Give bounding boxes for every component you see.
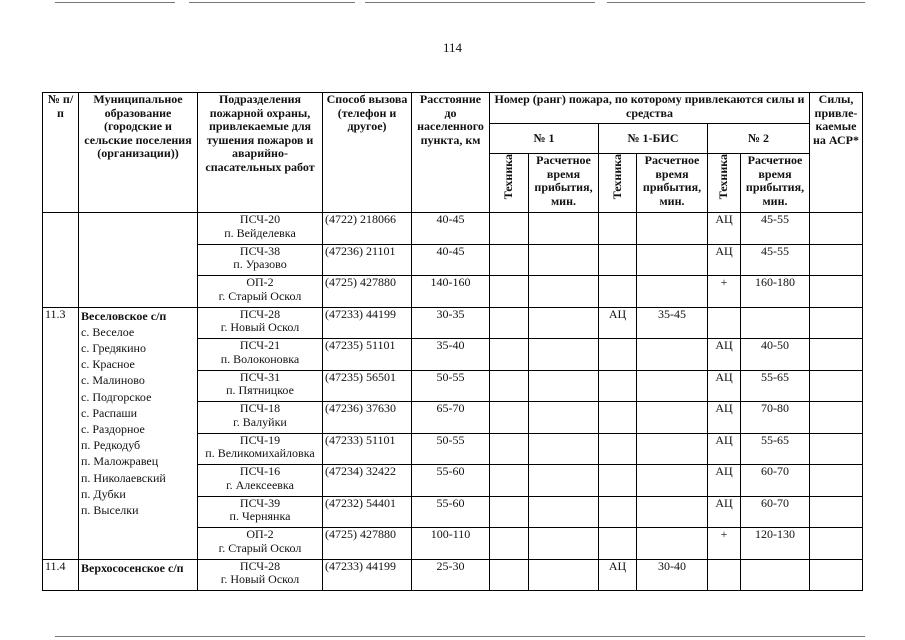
settlement-item: п. Николаевский [81,470,166,485]
header-rank-1bis: № 1-БИС [599,124,708,154]
phone-cell: (4725) 427880 [323,528,412,560]
tech-1-cell [490,559,529,591]
distance-cell: 30-35 [412,307,490,339]
unit-cell [198,244,323,276]
asr-cell [810,370,863,402]
settlement-item: с. Малиново [81,373,145,388]
unit-name: ПСЧ-21 [239,338,281,352]
unit-location: г. Новый Оскол [220,572,300,586]
municipality-name: Веселовское с/п [81,308,167,323]
time-2-cell: 160-180 [741,276,810,308]
header-tech-1bis: Техника [599,154,637,213]
header-fire-rank: Номер (ранг) пожара, по которому привлекаются силы и средства [490,93,810,124]
tech-2-cell: АЦ [708,433,741,465]
asr-cell [810,339,863,371]
asr-cell [810,402,863,434]
phone-cell: (4725) 427880 [323,276,412,308]
phone-cell: (47235) 56501 [323,370,412,402]
unit-location: г. Старый Оскол [218,288,302,303]
distance-cell: 50-55 [412,433,490,465]
header-tech-2: Техника [708,154,741,213]
time-1bis-cell: 30-40 [637,559,708,591]
tech-1-cell [490,339,529,371]
unit-cell [198,402,323,434]
unit-name: ПСЧ-18 [239,401,281,415]
settlement-item: с. Веселое [81,324,135,339]
asr-cell [810,496,863,528]
time-1-cell [529,402,599,434]
tech-1-cell [490,213,529,245]
unit-cell [198,213,323,245]
unit-cell [198,370,323,402]
table-row [43,213,863,245]
time-1-cell [529,213,599,245]
tech-1bis-cell [599,528,637,560]
unit-location: г. Новый Оскол [220,320,300,334]
unit-name: ПСЧ-31 [239,370,281,384]
unit-cell [198,307,323,339]
time-1-cell [529,496,599,528]
distance-cell: 25-30 [412,559,490,591]
tech-1bis-cell [599,213,637,245]
time-2-cell: 40-50 [741,339,810,371]
time-1-cell [529,307,599,339]
asr-cell [810,244,863,276]
time-2-cell [741,307,810,339]
settlement-item: п. Дубки [81,486,126,501]
time-1-cell [529,528,599,560]
settlement-item: с. Раздорное [81,421,145,436]
time-1-cell [529,559,599,591]
tech-2-cell: + [708,276,741,308]
unit-name: ПСЧ-20 [239,212,281,226]
unit-cell [198,528,323,560]
tech-1bis-cell [599,496,637,528]
asr-cell [810,276,863,308]
unit-name: ПСЧ-39 [239,496,281,510]
header-distance: Расстояние до населенного пункта, км [412,93,490,213]
time-2-cell: 55-65 [741,433,810,465]
time-1bis-cell [637,433,708,465]
unit-location: г. Валуйки [233,414,287,429]
header-call-method: Способ вызова (телефон и другое) [323,93,412,213]
header-rank-1: № 1 [490,124,599,154]
tech-1bis-cell [599,276,637,308]
asr-cell [810,213,863,245]
tech-1bis-cell [599,433,637,465]
tech-2-cell [708,307,741,339]
header-tech-1: Техника [490,154,529,213]
distance-cell: 140-160 [412,276,490,308]
time-1bis-cell [637,244,708,276]
unit-cell [198,559,323,591]
phone-cell: (47234) 32422 [323,465,412,497]
unit-cell [198,339,323,371]
settlement-item: с. Подгорское [81,389,152,404]
header-asr: Силы, привле-каемые на АСР* [810,93,863,213]
settlement-item: с. Гредякино [81,340,146,355]
phone-cell: (47236) 21101 [323,244,412,276]
unit-name: ОП-2 [246,275,274,289]
header-units: Подразделения пожарной охраны, привлекаемые для тушения пожаров и аварийно-спасательных работ [198,93,323,213]
asr-cell [810,528,863,560]
section-number: 11.4 [43,559,79,591]
table-row [43,559,863,591]
section-number [43,213,79,308]
tech-1-cell [490,496,529,528]
unit-location: п. Пятницкое [226,383,294,397]
top-rule [55,2,865,3]
tech-1-cell [490,370,529,402]
distance-cell: 50-55 [412,370,490,402]
time-1-cell [529,370,599,402]
phone-cell: (47236) 37630 [323,402,412,434]
tech-1-cell [490,465,529,497]
section-number: 11.3 [43,307,79,559]
time-2-cell: 45-55 [741,213,810,245]
unit-cell [198,433,323,465]
tech-2-cell: АЦ [708,402,741,434]
time-1-cell [529,465,599,497]
distance-cell: 65-70 [412,402,490,434]
tech-1bis-cell: АЦ [599,307,637,339]
time-2-cell: 55-65 [741,370,810,402]
tech-2-cell: АЦ [708,465,741,497]
time-1bis-cell [637,370,708,402]
tech-1bis-cell [599,244,637,276]
tech-1-cell [490,433,529,465]
tech-1-cell [490,307,529,339]
unit-cell [198,465,323,497]
municipality-cell [79,213,198,308]
municipality-name: Верхососенское с/п [81,560,184,575]
distance-cell: 55-60 [412,496,490,528]
tech-2-cell: АЦ [708,339,741,371]
asr-cell [810,465,863,497]
phone-cell: (47233) 44199 [323,307,412,339]
time-2-cell [741,559,810,591]
time-2-cell: 120-130 [741,528,810,560]
time-1bis-cell [637,496,708,528]
unit-name: ОП-2 [246,527,274,541]
time-1bis-cell [637,465,708,497]
unit-name: ПСЧ-19 [239,433,281,447]
municipality-cell [79,559,198,591]
distance-cell: 40-45 [412,213,490,245]
distance-cell: 40-45 [412,244,490,276]
tech-1bis-cell [599,402,637,434]
tech-1bis-cell [599,339,637,371]
time-2-cell: 70-80 [741,402,810,434]
unit-name: ПСЧ-38 [239,244,281,258]
asr-cell [810,433,863,465]
header-time-1bis: Расчетное время прибытия, мин. [637,154,708,213]
tech-2-cell: АЦ [708,370,741,402]
settlement-item: с. Красное [81,357,135,372]
header-time-2: Расчетное время прибытия, мин. [741,154,810,213]
tech-2-cell: АЦ [708,496,741,528]
time-2-cell: 60-70 [741,465,810,497]
unit-cell [198,496,323,528]
tech-1-cell [490,244,529,276]
fire-forces-table [42,92,863,591]
tech-1-cell [490,402,529,434]
table-row [43,307,863,339]
phone-cell: (4722) 218066 [323,213,412,245]
unit-name: ПСЧ-28 [239,307,281,321]
phone-cell: (47233) 51101 [323,433,412,465]
tech-1bis-cell [599,465,637,497]
distance-cell: 35-40 [412,339,490,371]
header-num: № п/п [43,93,79,213]
unit-location: п. Вейделевка [224,225,296,240]
unit-location: п. Уразово [233,257,287,271]
bottom-rule [55,636,865,637]
time-1bis-cell [637,276,708,308]
asr-cell [810,307,863,339]
unit-location: п. Великомихайловка [205,446,315,460]
header-municipality: Муниципальное образование (городские и сельские поселения (организации)) [79,93,198,213]
municipality-cell [79,307,198,559]
asr-cell [810,559,863,591]
tech-1bis-cell [599,370,637,402]
header-time-1: Расчетное время прибытия, мин. [529,154,599,213]
header-rank-2: № 2 [708,124,810,154]
distance-cell: 55-60 [412,465,490,497]
time-2-cell: 45-55 [741,244,810,276]
unit-name: ПСЧ-16 [239,464,281,478]
page-number: 114 [442,40,463,55]
tech-1-cell [490,276,529,308]
time-1-cell [529,433,599,465]
unit-location: г. Алексеевка [226,477,294,492]
unit-location: г. Старый Оскол [218,540,302,555]
unit-location: п. Чернянка [229,509,291,523]
settlement-item: п. Выселки [81,502,139,517]
time-1bis-cell [637,528,708,560]
phone-cell: (47235) 51101 [323,339,412,371]
settlement-item: п. Маложравец [81,454,159,469]
tech-2-cell [708,559,741,591]
phone-cell: (47232) 54401 [323,496,412,528]
unit-location: п. Волоконовка [220,351,300,366]
tech-2-cell: АЦ [708,213,741,245]
time-1bis-cell [637,213,708,245]
tech-1-cell [490,528,529,560]
tech-2-cell: + [708,528,741,560]
time-1bis-cell [637,339,708,371]
time-1-cell [529,276,599,308]
time-1-cell [529,339,599,371]
unit-name: ПСЧ-28 [239,559,281,573]
tech-1bis-cell: АЦ [599,559,637,591]
settlement-item: п. Редкодуб [81,438,141,453]
time-2-cell: 60-70 [741,496,810,528]
phone-cell: (47233) 44199 [323,559,412,591]
settlement-item: с. Распаши [81,405,138,420]
time-1bis-cell: 35-45 [637,307,708,339]
tech-2-cell: АЦ [708,244,741,276]
time-1-cell [529,244,599,276]
time-1bis-cell [637,402,708,434]
distance-cell: 100-110 [412,528,490,560]
unit-cell [198,276,323,308]
